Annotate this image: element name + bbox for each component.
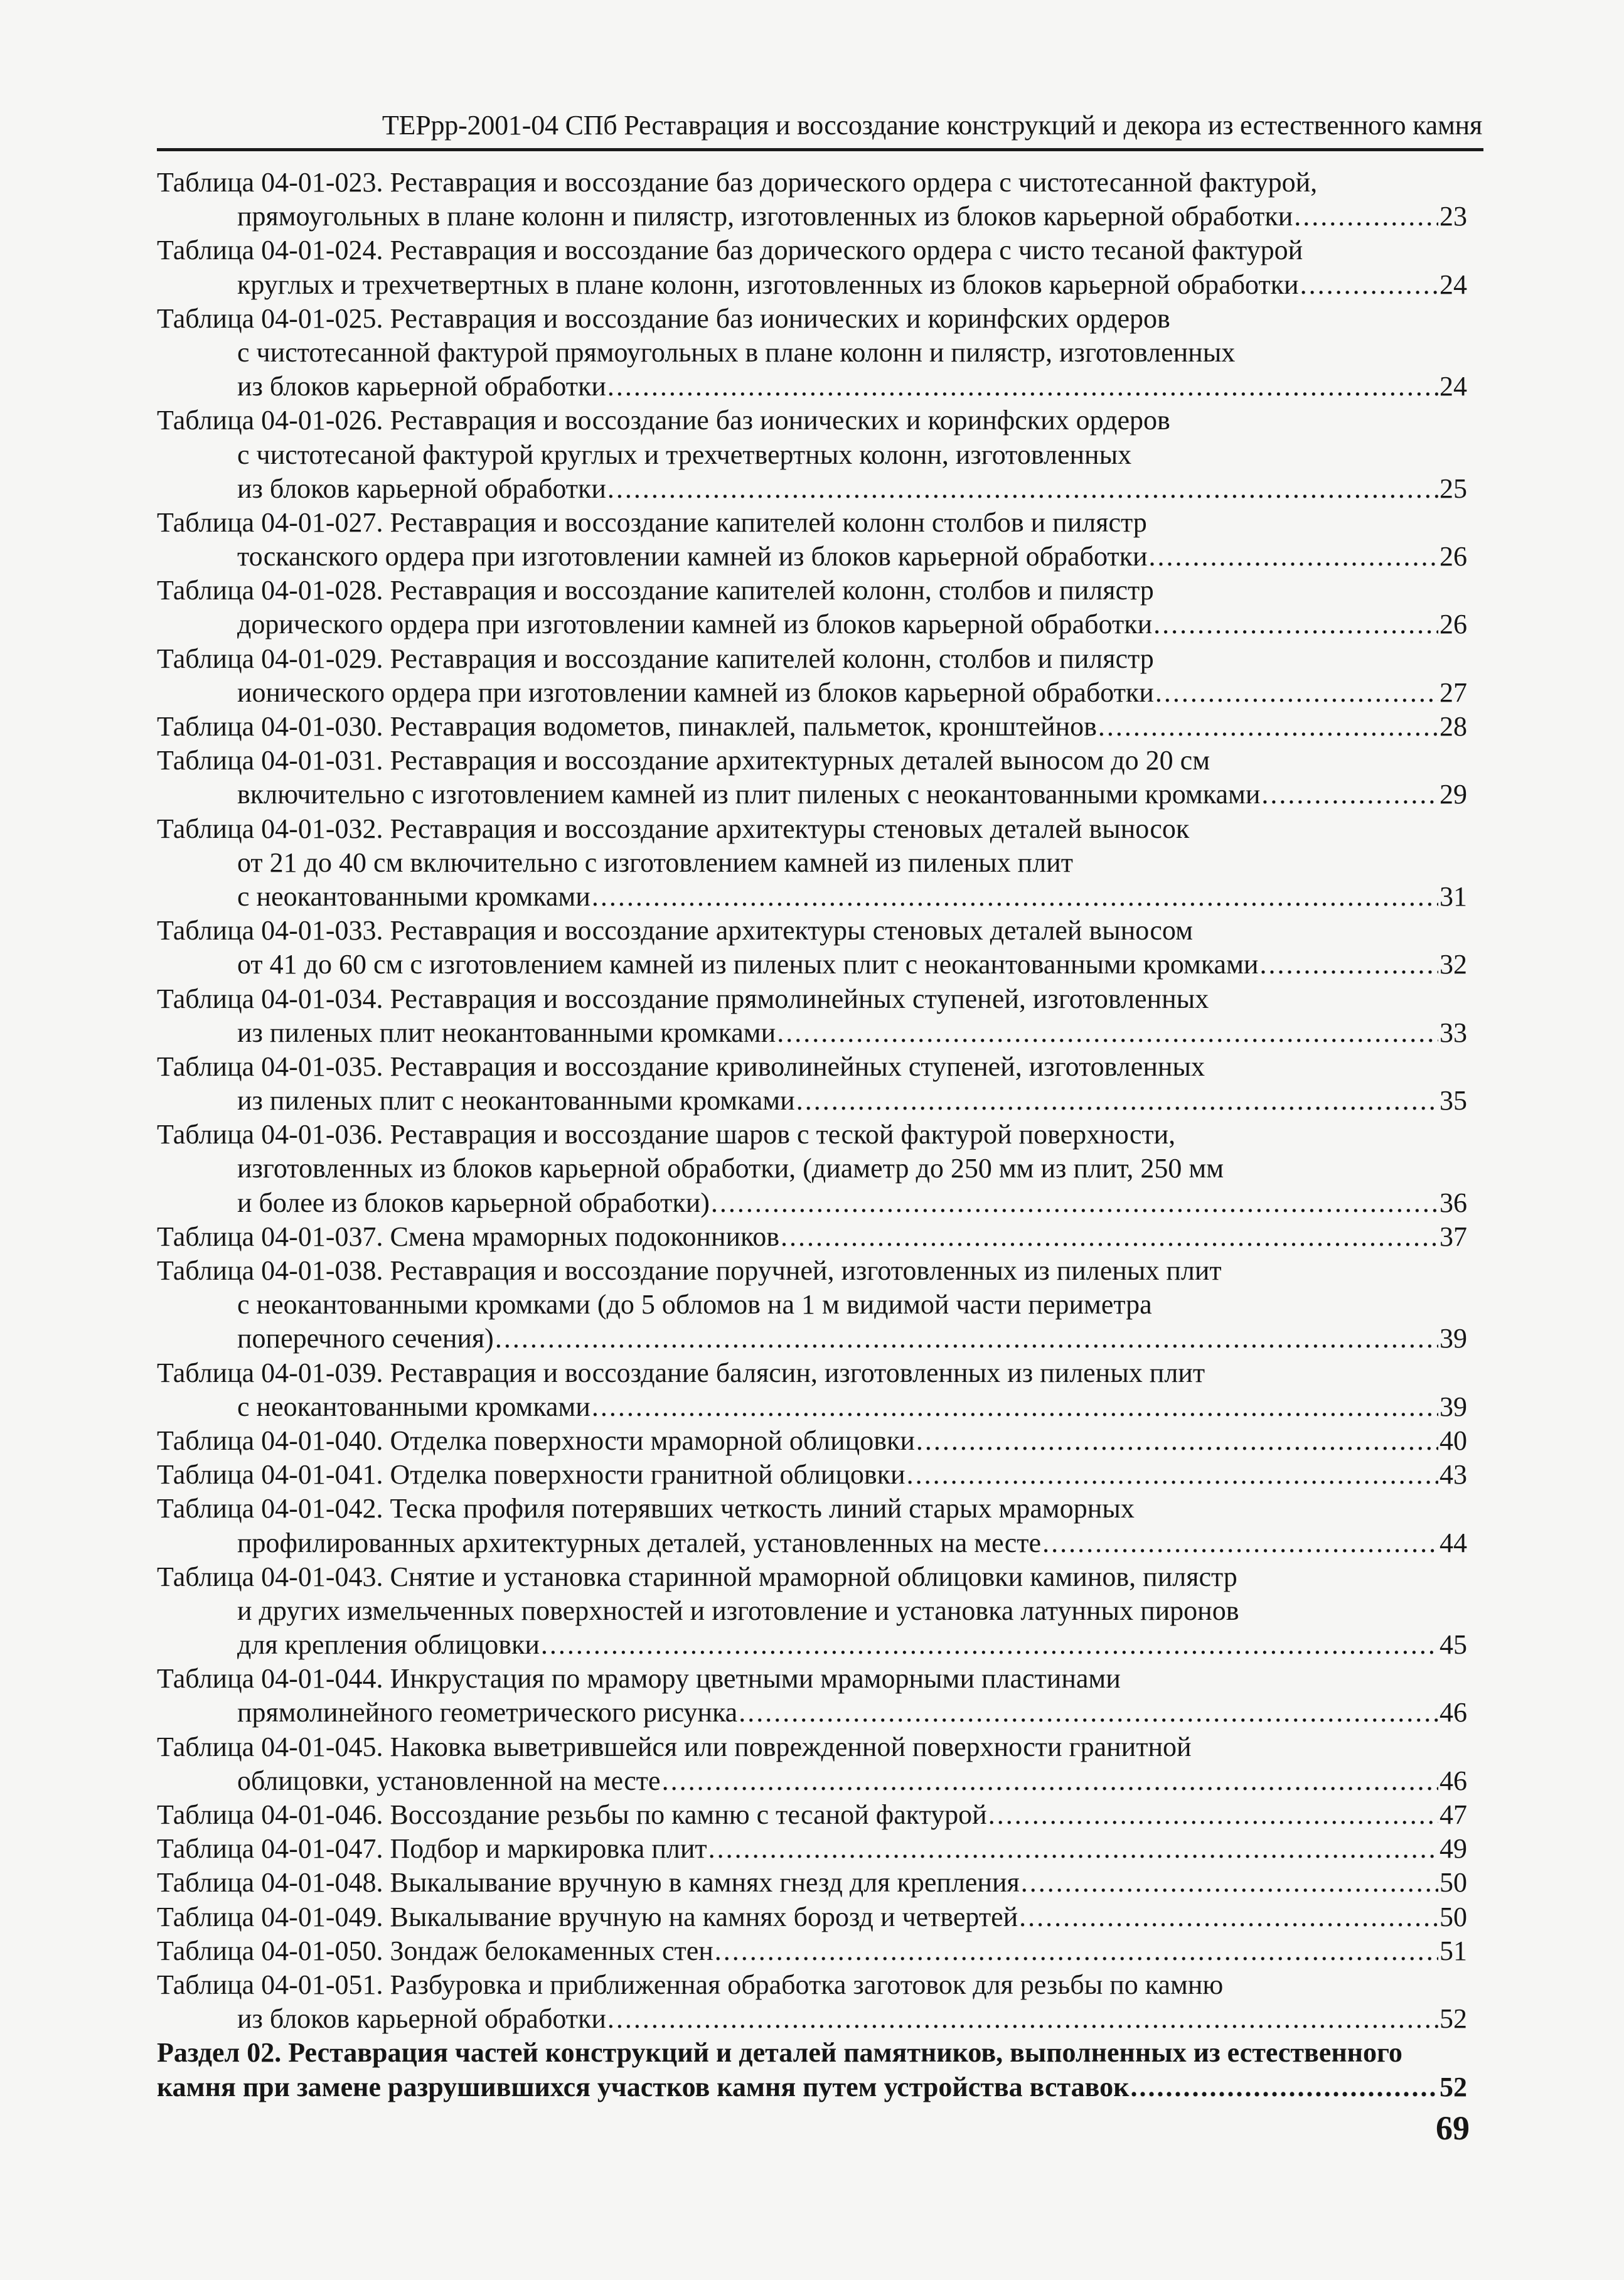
toc-entry-text: Таблица 04-01-042. Теска профиля потерявших четкость линий старых мраморных bbox=[157, 1493, 1135, 1524]
dot-leader bbox=[708, 1832, 1438, 1866]
toc-entry-line bbox=[157, 948, 1467, 982]
toc-entry-line bbox=[157, 540, 1467, 574]
running-header: ТЕРрр-2001-04 СПб Реставрация и воссоздание конструкций и декора из естественного камня bbox=[382, 110, 1482, 141]
toc-entry-text: Таблица 04-01-025. Реставрация и воссоздание баз ионических и коринфских ордеров bbox=[157, 302, 1170, 334]
toc-entry-text: Таблица 04-01-027. Реставрация и воссоздание капителей колонн столбов и пилястр bbox=[157, 506, 1147, 538]
toc-entry-line bbox=[157, 1492, 1467, 1526]
toc-entry-text: профилированных архитектурных деталей, установленных на месте bbox=[237, 1527, 1042, 1558]
toc-entry-line bbox=[157, 982, 1467, 1016]
toc-entry-line bbox=[157, 1628, 1467, 1662]
toc-entry[interactable] bbox=[157, 1424, 1467, 1458]
toc-entry-text: тосканского ордера при изготовлении камней из блоков карьерной обработки bbox=[237, 541, 1148, 572]
toc-page-number: 47 bbox=[1440, 1799, 1467, 1830]
toc-entry-line bbox=[157, 1016, 1467, 1050]
toc-entry-text: поперечного сечения) bbox=[237, 1323, 494, 1354]
toc-entry-text: от 41 до 60 см с изготовлением камней из пиленых плит с неокантованными кромками bbox=[237, 949, 1259, 980]
toc-entry-line bbox=[157, 166, 1467, 200]
toc-entry-text: из блоков карьерной обработки bbox=[237, 2003, 606, 2035]
toc-entry[interactable] bbox=[157, 166, 1467, 233]
dot-leader bbox=[1019, 1900, 1438, 1934]
toc-entry-line bbox=[157, 1832, 1467, 1866]
toc-entry-line bbox=[157, 2070, 1467, 2104]
toc-entry[interactable] bbox=[157, 914, 1467, 982]
toc-entry-text: с чистотесаной фактурой круглых и трехчетвертных колонн, изготовленных bbox=[237, 439, 1132, 470]
toc-page-number: 46 bbox=[1440, 1765, 1467, 1796]
toc-entry-text: Таблица 04-01-051. Разбуровка и приближенная обработка заготовок для резьбы по камню bbox=[157, 1969, 1224, 2000]
toc-entry-text: Таблица 04-01-030. Реставрация водометов, пинаклей, пальметок, кронштейнов bbox=[157, 711, 1097, 742]
toc-entry-text: Таблица 04-01-032. Реставрация и воссоздание архитектуры стеновых деталей выносок bbox=[157, 813, 1190, 844]
toc-entry[interactable] bbox=[157, 1968, 1467, 2036]
toc-page-number: 31 bbox=[1440, 880, 1467, 912]
toc-entry-line bbox=[157, 1186, 1467, 1220]
toc-entry-line bbox=[157, 233, 1467, 267]
toc-page-number: 37 bbox=[1440, 1221, 1467, 1252]
dot-leader bbox=[1149, 540, 1438, 574]
toc-entry-text: Таблица 04-01-026. Реставрация и воссоздание баз ионических и коринфских ордеров bbox=[157, 405, 1170, 436]
dot-leader bbox=[1042, 1526, 1438, 1560]
toc-entry-text: Таблица 04-01-028. Реставрация и воссоздание капителей колонн, столбов и пилястр bbox=[157, 575, 1154, 606]
toc-entry-text: Таблица 04-01-040. Отделка поверхности мраморной облицовки bbox=[157, 1425, 915, 1456]
toc-entry-line bbox=[157, 1254, 1467, 1288]
toc-entry-line bbox=[157, 1526, 1467, 1560]
toc-entry-line bbox=[157, 1764, 1467, 1798]
toc-entry[interactable] bbox=[157, 574, 1467, 641]
dot-leader bbox=[988, 1798, 1438, 1832]
toc-entry-line bbox=[157, 574, 1467, 607]
toc-entry-text: Таблица 04-01-031. Реставрация и воссоздание архитектурных деталей выносом до 20 см bbox=[157, 745, 1210, 776]
dot-leader bbox=[781, 1220, 1438, 1254]
toc-entry[interactable] bbox=[157, 1458, 1467, 1492]
dot-leader bbox=[1021, 1866, 1438, 1900]
toc-entry[interactable] bbox=[157, 1560, 1467, 1662]
dot-leader bbox=[796, 1084, 1438, 1118]
toc-page-number: 51 bbox=[1440, 1935, 1467, 1966]
toc-page-number: 24 bbox=[1440, 269, 1467, 300]
toc-entry-line bbox=[157, 2002, 1467, 2036]
toc-entry-text: Таблица 04-01-035. Реставрация и воссоздание криволинейных ступеней, изготовленных bbox=[157, 1051, 1205, 1082]
toc-entry-text: прямоугольных в плане колонн и пилястр, изготовленных из блоков карьерной обработки bbox=[237, 201, 1293, 232]
toc-entry-text: Таблица 04-01-045. Наковка выветрившейся или поврежденной поверхности гранитной bbox=[157, 1731, 1192, 1762]
dot-leader bbox=[592, 1390, 1438, 1424]
toc-entry-text: Таблица 04-01-036. Реставрация и воссоздание шаров с теской фактурой поверхности, bbox=[157, 1119, 1176, 1150]
toc-entry[interactable] bbox=[157, 1118, 1467, 1220]
toc-entry[interactable] bbox=[157, 1798, 1467, 1832]
toc-entry-line bbox=[157, 1662, 1467, 1696]
toc-entry-line bbox=[157, 1900, 1467, 1934]
toc-page-number: 35 bbox=[1440, 1085, 1467, 1116]
toc-entry-line bbox=[157, 268, 1467, 302]
toc-entry-line bbox=[157, 1050, 1467, 1084]
toc-entry-text: Раздел 02. Реставрация частей конструкций и деталей памятников, выполненных из естественного bbox=[157, 2037, 1402, 2069]
toc-page-number: 46 bbox=[1440, 1697, 1467, 1728]
dot-leader bbox=[1261, 778, 1438, 811]
toc-entry-line bbox=[157, 336, 1467, 370]
toc-entry[interactable] bbox=[157, 1934, 1467, 1968]
page-number: 69 bbox=[1436, 2109, 1470, 2147]
dot-leader bbox=[607, 370, 1438, 404]
dot-leader bbox=[715, 1934, 1438, 1968]
toc-entry-line bbox=[157, 370, 1467, 404]
toc-page-number: 50 bbox=[1440, 1867, 1467, 1898]
toc-entry-line bbox=[157, 438, 1467, 472]
toc-entry-line bbox=[157, 846, 1467, 880]
table-of-contents bbox=[157, 166, 1467, 2104]
toc-page-number: 40 bbox=[1440, 1425, 1467, 1456]
toc-entry[interactable] bbox=[157, 1356, 1467, 1424]
toc-entry-line bbox=[157, 1934, 1467, 1968]
toc-page-number: 33 bbox=[1440, 1017, 1467, 1048]
toc-entry-line bbox=[157, 1390, 1467, 1424]
toc-entry[interactable] bbox=[157, 233, 1467, 301]
dot-leader bbox=[541, 1628, 1438, 1662]
toc-entry-text: из блоков карьерной обработки bbox=[237, 371, 606, 402]
toc-entry-text: Таблица 04-01-043. Снятие и установка старинной мраморной облицовки каминов, пилястр bbox=[157, 1561, 1237, 1592]
toc-entry-text: с неокантованными кромками bbox=[237, 1391, 590, 1422]
toc-entry[interactable] bbox=[157, 404, 1467, 506]
dot-leader bbox=[1294, 200, 1438, 233]
toc-entry-line bbox=[157, 404, 1467, 437]
toc-entry-line bbox=[157, 880, 1467, 914]
dot-leader bbox=[607, 2002, 1438, 2036]
toc-entry-text: камня при замене разрушившихся участков камня путем устройства вставок bbox=[157, 2071, 1130, 2102]
toc-entry-text: включительно с изготовлением камней из плит пиленых с неокантованными кромками bbox=[237, 779, 1261, 810]
dot-leader bbox=[662, 1764, 1438, 1798]
dot-leader bbox=[1300, 268, 1438, 302]
toc-page-number: 44 bbox=[1440, 1527, 1467, 1558]
toc-page-number: 39 bbox=[1440, 1391, 1467, 1422]
toc-entry-line bbox=[157, 1968, 1467, 2002]
dot-leader bbox=[739, 1696, 1438, 1730]
toc-entry[interactable] bbox=[157, 1662, 1467, 1730]
toc-entry[interactable] bbox=[157, 1492, 1467, 1560]
dot-leader bbox=[1098, 710, 1438, 744]
toc-entry-line bbox=[157, 1594, 1467, 1628]
header-rule bbox=[157, 148, 1483, 151]
toc-entry-line bbox=[157, 1798, 1467, 1832]
toc-entry-line bbox=[157, 1118, 1467, 1152]
toc-entry-line bbox=[157, 200, 1467, 233]
toc-entry-text: Таблица 04-01-049. Выкалывание вручную на камнях борозд и четвертей bbox=[157, 1901, 1018, 1932]
toc-entry-text: Таблица 04-01-037. Смена мраморных подоконников bbox=[157, 1221, 779, 1252]
toc-entry[interactable] bbox=[157, 642, 1467, 710]
toc-entry-text: Таблица 04-01-038. Реставрация и воссоздание поручней, изготовленных из пиленых плит bbox=[157, 1255, 1222, 1286]
toc-entry-line bbox=[157, 1560, 1467, 1594]
toc-page-number: 32 bbox=[1440, 949, 1467, 980]
toc-entry-text: Таблица 04-01-024. Реставрация и воссоздание баз дорического ордера с чисто тесаной фактурой bbox=[157, 235, 1303, 266]
toc-page-number: 49 bbox=[1440, 1833, 1467, 1865]
toc-entry[interactable] bbox=[157, 302, 1467, 404]
toc-entry-line bbox=[157, 1084, 1467, 1118]
toc-entry[interactable] bbox=[157, 1730, 1467, 1798]
toc-entry-text: круглых и трехчетвертных в плане колонн, изготовленных из блоков карьерной обработки bbox=[237, 269, 1299, 300]
toc-entry-text: от 21 до 40 см включительно с изготовлением камней из пиленых плит bbox=[237, 847, 1073, 878]
toc-entry[interactable] bbox=[157, 1050, 1467, 1118]
toc-entry[interactable] bbox=[157, 1866, 1467, 1900]
toc-section-entry[interactable] bbox=[157, 2036, 1467, 2104]
toc-entry-text: Таблица 04-01-048. Выкалывание вручную в камнях гнезд для крепления bbox=[157, 1867, 1020, 1898]
toc-entry-line bbox=[157, 710, 1467, 744]
toc-page-number: 36 bbox=[1440, 1187, 1467, 1218]
toc-entry[interactable] bbox=[157, 982, 1467, 1050]
toc-entry-line bbox=[157, 778, 1467, 811]
toc-page-number: 26 bbox=[1440, 609, 1467, 640]
toc-entry-line bbox=[157, 1322, 1467, 1356]
toc-entry[interactable] bbox=[157, 506, 1467, 574]
toc-page-number: 25 bbox=[1440, 473, 1467, 504]
toc-entry[interactable] bbox=[157, 744, 1467, 811]
toc-entry-text: из блоков карьерной обработки bbox=[237, 473, 606, 504]
toc-entry-line bbox=[157, 1730, 1467, 1764]
toc-entry[interactable] bbox=[157, 1900, 1467, 1934]
toc-entry-text: прямолинейного геометрического рисунка bbox=[237, 1697, 738, 1728]
toc-entry-text: Таблица 04-01-046. Воссоздание резьбы по камню с тесаной фактурой bbox=[157, 1799, 987, 1830]
dot-leader bbox=[1259, 948, 1438, 982]
dot-leader bbox=[1155, 676, 1438, 710]
dot-leader bbox=[777, 1016, 1438, 1050]
dot-leader bbox=[1130, 2070, 1438, 2104]
toc-entry-line bbox=[157, 2036, 1467, 2070]
toc-entry-text: Таблица 04-01-029. Реставрация и воссоздание капителей колонн, столбов и пилястр bbox=[157, 643, 1154, 674]
toc-entry-text: ионического ордера при изготовлении камней из блоков карьерной обработки bbox=[237, 677, 1154, 708]
dot-leader bbox=[607, 472, 1438, 506]
dot-leader bbox=[711, 1186, 1438, 1220]
toc-entry-line bbox=[157, 506, 1467, 540]
toc-entry-text: с чистотесанной фактурой прямоугольных в плане колонн и пилястр, изготовленных bbox=[237, 336, 1236, 368]
toc-entry-text: с неокантованными кромками bbox=[237, 880, 590, 912]
toc-entry-line bbox=[157, 1866, 1467, 1900]
toc-entry-line bbox=[157, 1458, 1467, 1492]
toc-entry-line bbox=[157, 676, 1467, 710]
toc-entry-text: Таблица 04-01-050. Зондаж белокаменных стен bbox=[157, 1935, 713, 1966]
toc-entry-line bbox=[157, 914, 1467, 948]
dot-leader bbox=[1153, 607, 1438, 641]
toc-entry[interactable] bbox=[157, 1832, 1467, 1866]
toc-entry-text: изготовленных из блоков карьерной обработки, (диаметр до 250 мм из плит, 250 мм bbox=[237, 1153, 1224, 1184]
toc-page-number: 50 bbox=[1440, 1901, 1467, 1932]
toc-page-number: 43 bbox=[1440, 1459, 1467, 1491]
toc-entry-line bbox=[157, 1152, 1467, 1185]
toc-entry-line bbox=[157, 1356, 1467, 1390]
toc-entry-text: Таблица 04-01-044. Инкрустация по мрамору цветными мраморными пластинами bbox=[157, 1663, 1121, 1694]
toc-entry-text: с неокантованными кромками (до 5 обломов на 1 м видимой части периметра bbox=[237, 1289, 1152, 1320]
toc-page-number: 26 bbox=[1440, 541, 1467, 572]
toc-entry[interactable] bbox=[157, 1220, 1467, 1254]
dot-leader bbox=[907, 1458, 1438, 1492]
toc-entry[interactable] bbox=[157, 710, 1467, 744]
toc-entry-text: Таблица 04-01-047. Подбор и маркировка плит bbox=[157, 1833, 707, 1865]
dot-leader bbox=[916, 1424, 1438, 1458]
toc-entry-line bbox=[157, 472, 1467, 506]
toc-entry[interactable] bbox=[157, 812, 1467, 914]
toc-entry-text: Таблица 04-01-041. Отделка поверхности гранитной облицовки bbox=[157, 1459, 905, 1491]
toc-entry-line bbox=[157, 642, 1467, 676]
toc-entry-text: из пиленых плит неокантованными кромками bbox=[237, 1017, 776, 1048]
toc-entry-text: Таблица 04-01-039. Реставрация и воссоздание балясин, изготовленных из пиленых плит bbox=[157, 1357, 1205, 1388]
toc-entry-text: из пиленых плит с неокантованными кромками bbox=[237, 1085, 795, 1116]
dot-leader bbox=[495, 1322, 1438, 1356]
toc-entry-text: Таблица 04-01-034. Реставрация и воссоздание прямолинейных ступеней, изготовленных bbox=[157, 983, 1209, 1014]
toc-page-number: 24 bbox=[1440, 371, 1467, 402]
toc-page-number: 52 bbox=[1440, 2071, 1467, 2102]
toc-entry-line bbox=[157, 302, 1467, 336]
toc-entry-text: дорического ордера при изготовлении камней из блоков карьерной обработки bbox=[237, 609, 1153, 640]
toc-entry-line bbox=[157, 1220, 1467, 1254]
toc-entry-text: Таблица 04-01-023. Реставрация и воссоздание баз дорического ордера с чистотесанной фактурой, bbox=[157, 167, 1318, 198]
toc-page-number: 39 bbox=[1440, 1323, 1467, 1354]
toc-entry-line bbox=[157, 812, 1467, 846]
toc-page-number: 23 bbox=[1440, 201, 1467, 232]
toc-entry-line bbox=[157, 607, 1467, 641]
toc-entry-text: и других измельченных поверхностей и изготовление и установка латунных пиронов bbox=[237, 1595, 1239, 1626]
toc-entry-line bbox=[157, 1288, 1467, 1322]
toc-entry-line bbox=[157, 1696, 1467, 1730]
dot-leader bbox=[592, 880, 1438, 914]
toc-entry-text: облицовки, установленной на месте bbox=[237, 1765, 661, 1796]
toc-page-number: 52 bbox=[1440, 2003, 1467, 2035]
toc-page-number: 27 bbox=[1440, 677, 1467, 708]
toc-entry-line bbox=[157, 744, 1467, 778]
toc-page-number: 45 bbox=[1440, 1629, 1467, 1661]
toc-entry-text: для крепления облицовки bbox=[237, 1629, 540, 1661]
toc-page-number: 29 bbox=[1440, 779, 1467, 810]
toc-entry-text: и более из блоков карьерной обработки) bbox=[237, 1187, 710, 1218]
toc-entry[interactable] bbox=[157, 1254, 1467, 1356]
toc-entry-line bbox=[157, 1424, 1467, 1458]
toc-page-number: 28 bbox=[1440, 711, 1467, 742]
toc-entry-text: Таблица 04-01-033. Реставрация и воссоздание архитектуры стеновых деталей выносом bbox=[157, 915, 1193, 946]
